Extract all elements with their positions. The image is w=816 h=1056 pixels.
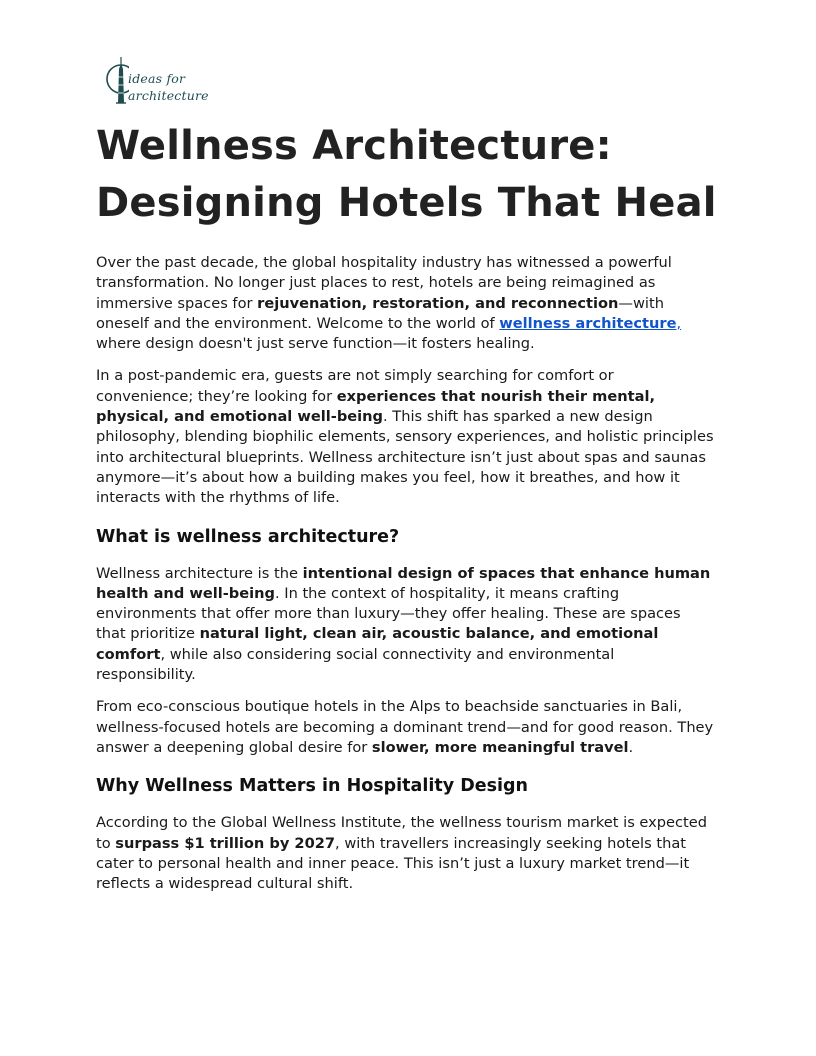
text-run: . — [628, 738, 634, 756]
bold-run: natural light, clean air, acoustic balance, and emotional — [199, 625, 659, 643]
text-line: environments that offer more than luxury—they offer healing. These are spaces — [96, 605, 681, 623]
text-line: wellness-focused hotels are becoming a dominant trend—and for good reason. They — [96, 718, 714, 736]
bold-run: experiences that nourish their mental, — [336, 387, 656, 405]
text-line: cater to personal health and inner peace. This isn’t just a luxury market trend—it — [96, 854, 690, 872]
text-line — [96, 564, 721, 584]
text-line: reflects a widespread cultural shift. — [96, 875, 354, 893]
title-line-1: Wellness Architecture: — [96, 123, 612, 169]
text-line: From eco-conscious boutique hotels in the Alps to beachside sanctuaries in Bali, — [96, 698, 683, 716]
text-line: transformation. No longer just places to rest, hotels are being reimagined as — [96, 274, 656, 292]
article-body — [96, 253, 721, 906]
text-run: , while also considering social connectivity and environmental — [160, 645, 615, 663]
post-pandemic-paragraph — [96, 366, 721, 508]
text-line — [96, 834, 721, 854]
text-line — [96, 314, 721, 334]
tower-logo-icon — [103, 55, 129, 107]
text-run: that prioritize — [96, 625, 200, 643]
bold-run: health and well-being — [96, 584, 275, 602]
text-line: where design doesn't just serve function—it fosters healing. — [96, 335, 535, 353]
market-paragraph — [96, 813, 721, 894]
text-run: convenience; they’re looking for — [96, 387, 337, 405]
link-comma[interactable]: , — [676, 314, 682, 332]
text-line: into architectural blueprints. Wellness architecture isn’t just about spas and saunas — [96, 448, 706, 466]
section-heading-what-is: What is wellness architecture? — [96, 526, 400, 547]
text-run: —with — [618, 294, 664, 312]
text-run: answer a deepening global desire for — [96, 738, 372, 756]
text-run: . In the context of hospitality, it means crafting — [274, 584, 620, 602]
bold-run: slower, more meaningful travel — [371, 738, 629, 756]
text-line — [96, 294, 721, 314]
text-run: . This shift has sparked a new design — [383, 408, 653, 426]
title-line-2: Designing Hotels That Heal — [96, 180, 717, 226]
text-line — [96, 645, 721, 665]
text-line — [96, 407, 721, 427]
wellness-architecture-link[interactable]: wellness architecture — [499, 314, 677, 332]
text-line: anymore—it’s about how a building makes you feel, how it breathes, and how it — [96, 468, 680, 486]
text-run: to — [96, 834, 116, 852]
intro-paragraph — [96, 253, 721, 354]
text-run: , with travellers increasingly seeking hotels that — [335, 834, 686, 852]
brand-logo — [103, 55, 209, 107]
text-line — [96, 738, 721, 758]
text-line — [96, 387, 721, 407]
text-run: immersive spaces for — [96, 294, 258, 312]
text-line: responsibility. — [96, 666, 196, 684]
bold-run: intentional design of spaces that enhance human — [302, 564, 711, 582]
text-run: oneself and the environment. Welcome to the world of — [96, 314, 500, 332]
logo-text-line2: architecture — [128, 88, 209, 103]
definition-paragraph — [96, 564, 721, 686]
logo-text-line1: ideas for — [128, 71, 186, 86]
text-line: In a post-pandemic era, guests are not simply searching for comfort or — [96, 367, 614, 385]
text-line: interacts with the rhythms of life. — [96, 489, 340, 507]
text-run: Wellness architecture is the — [96, 564, 303, 582]
trend-paragraph — [96, 697, 721, 758]
text-line: Over the past decade, the global hospitality industry has witnessed a powerful — [96, 254, 672, 271]
text-line: philosophy, blending biophilic elements, sensory experiences, and holistic principles — [96, 428, 714, 446]
bold-run: physical, and emotional well-being — [96, 408, 384, 426]
page-title — [96, 118, 736, 232]
text-line — [96, 624, 721, 644]
text-line — [96, 584, 721, 604]
bold-run: surpass $1 trillion by 2027 — [115, 834, 336, 852]
bold-run: rejuvenation, restoration, and reconnection — [257, 294, 619, 312]
text-line: According to the Global Wellness Institute, the wellness tourism market is expected — [96, 814, 708, 832]
bold-run: comfort — [96, 645, 161, 663]
section-heading-why-matters: Why Wellness Matters in Hospitality Design — [96, 776, 529, 797]
